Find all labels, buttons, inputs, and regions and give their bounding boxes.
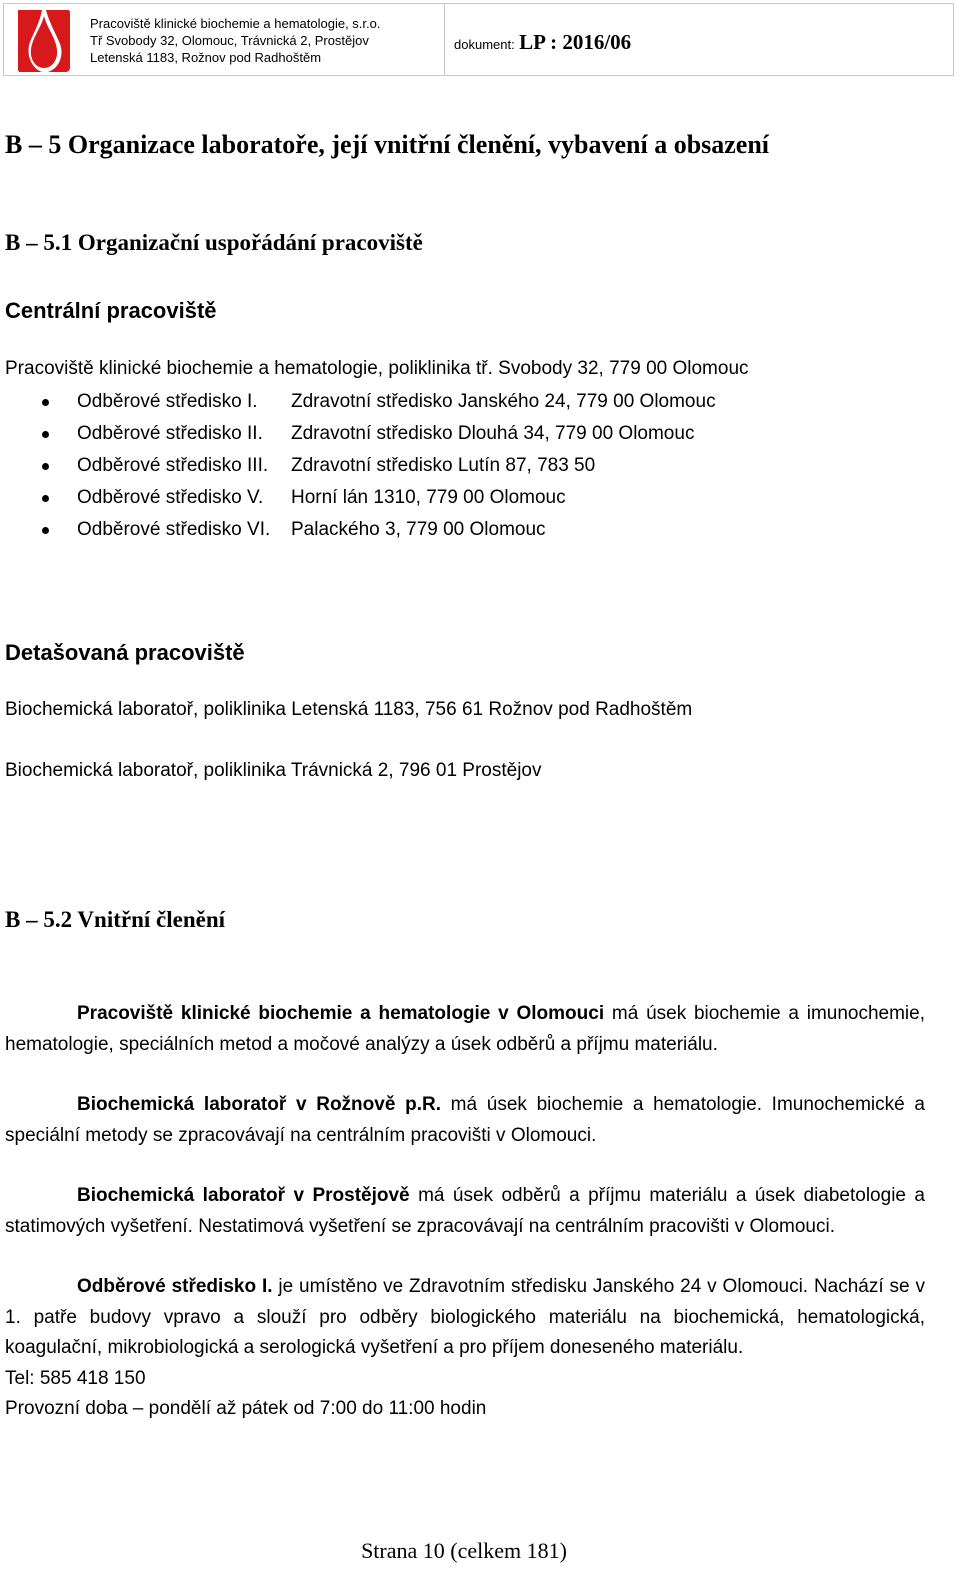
paragraph-olomouc-bold: Pracoviště klinické biochemie a hematologie v Olomouci [77,1003,605,1024]
detached-workplace-prostejov: Biochemická laboratoř, poliklinika Trávnická 2, 796 01 Prostějov [5,760,542,781]
list-item [0,420,900,452]
collection-point-label: Odběrové středisko VI. [77,519,271,540]
paragraph-roznov [5,1090,925,1151]
detached-workplace-roznov: Biochemická laboratoř, poliklinika Letenská 1183, 756 61 Rožnov pod Radhoštěm [5,699,693,720]
paragraph-collection-point-1 [5,1272,925,1425]
section-5-1-heading: B – 5.1 Organizační uspořádání pracoviště [5,230,423,255]
collection-point-place: Zdravotní středisko Lutín 87, 783 50 [291,455,596,476]
collection-point-place: Palackého 3, 779 00 Olomouc [291,519,546,540]
document-header [3,3,954,76]
section-5-2-heading: B – 5.2 Vnitřní členění [5,907,226,932]
paragraph-olomouc-text: má úsek biochemie a imunochemie, hematologie, speciálních metod a močové analýzy a úsek odběrů a příjmu materiálu. [5,1003,925,1055]
list-item [0,516,900,548]
bullet-icon [42,527,49,534]
collection-point-place: Zdravotní středisko Dlouhá 34, 779 00 Olomouc [291,423,695,444]
bullet-icon [42,399,49,406]
list-item [0,452,900,484]
bullet-icon [42,431,49,438]
document-code: LP : 2016/06 [519,30,632,54]
collection-point-place: Zdravotní středisko Janského 24, 779 00 Olomouc [291,391,716,412]
bullet-icon [42,463,49,470]
opening-hours-line: Provozní doba – pondělí až pátek od 7:00 do 11:00 hodin [5,1398,487,1419]
paragraph-roznov-bold: Biochemická laboratoř v Rožnově p.R. [77,1094,441,1115]
org-line-name: Pracoviště klinické biochemie a hematologie, s.r.o. [90,16,381,31]
org-line-address-2: Letenská 1183, Rožnov pod Radhoštěm [90,50,322,65]
main-heading: B – 5 Organizace laboratoře, její vnitřní členění, vybavení a obsazení [5,130,770,159]
page-number-footer: Strana 10 (celkem 181) [361,1538,567,1563]
document-id [454,30,631,55]
paragraph-prostejov-text: má úsek odběrů a příjmu materiálu a úsek diabetologie a statimových vyšetření. Nestatimová vyšetření se zpracovávají na centrálním pracovišti v Olomouci. [5,1185,925,1237]
paragraph-collection-point-1-bold: Odběrové středisko I. [77,1276,273,1297]
central-workplace-address: Pracoviště klinické biochemie a hematologie, poliklinika tř. Svobody 32, 779 00 Olomouc [5,358,749,379]
organization-info [90,15,380,66]
collection-point-label: Odběrové středisko II. [77,423,263,444]
detached-workplaces-heading: Detašovaná pracoviště [5,640,245,665]
collection-point-place: Horní lán 1310, 779 00 Olomouc [291,487,566,508]
collection-point-label: Odběrové středisko I. [77,391,258,412]
paragraph-roznov-text: má úsek biochemie a hematologie. Imunochemické a speciální metody se zpracovávají na centrálním pracovišti v Olomouci. [5,1094,925,1146]
blood-drop-logo-icon [16,8,72,74]
list-item [0,388,900,420]
paragraph-olomouc [5,999,925,1060]
document-label: dokument: [454,37,515,52]
list-item [0,484,900,516]
header-divider [444,4,445,75]
paragraph-prostejov [5,1181,925,1242]
paragraph-prostejov-bold: Biochemická laboratoř v Prostějově [77,1185,410,1206]
central-workplace-heading: Centrální pracoviště [5,298,217,323]
org-line-address-1: Tř Svobody 32, Olomouc, Trávnická 2, Prostějov [90,33,369,48]
collection-point-label: Odběrové středisko V. [77,487,264,508]
collection-points-list [0,388,900,548]
collection-point-label: Odběrové středisko III. [77,455,269,476]
bullet-icon [42,495,49,502]
phone-line: Tel: 585 418 150 [5,1367,146,1389]
paragraph-collection-point-1-text: je umístěno ve Zdravotním středisku Janského 24 v Olomouci. Nachází se v 1. patře budovy vpravo a slouží pro odběry biologického materiálu na biochemická, hematologická, koagulační, mikrobiologická a serologická vyšetření a pro příjem doneseného materiálu. [5,1276,925,1358]
